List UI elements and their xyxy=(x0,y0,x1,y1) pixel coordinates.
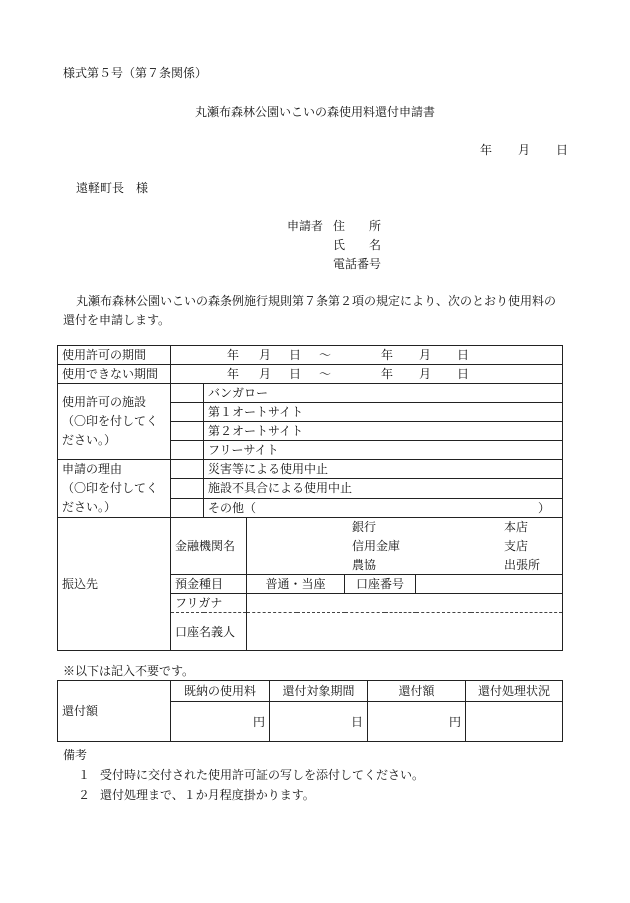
furigana-field[interactable] xyxy=(247,594,563,613)
page-title: 丸瀬布森林公園いこいの森使用料還付申請書 xyxy=(194,105,435,119)
applicant-label: 申請者 xyxy=(287,219,324,233)
period-field[interactable]: 年 月 日 ～ 年 月 日 xyxy=(171,346,563,365)
date-month-label: 月 xyxy=(518,143,531,157)
facility-free-site: フリーサイト xyxy=(204,441,563,460)
applicant-phone-label: 電話番号 xyxy=(333,257,382,271)
date-year-label: 年 xyxy=(480,143,493,157)
unusable-period-field[interactable]: 年 月 日 ～ 年 月 日 xyxy=(171,365,563,384)
intro-text-line2: 還付を申請します。 xyxy=(63,313,171,327)
applicant-name-label: 氏 名 xyxy=(333,238,382,252)
addressee: 遠軽町長 様 xyxy=(76,181,149,195)
facility-mark-bungalow[interactable] xyxy=(171,384,204,403)
remarks-title: 備考 xyxy=(63,748,88,762)
reason-mark-disaster[interactable] xyxy=(171,460,204,479)
not-required-note: ※以下は記入不要です。 xyxy=(63,664,195,678)
applicant-address-label: 住 所 xyxy=(333,219,382,233)
account-holder-label: 口座名義人 xyxy=(171,613,247,651)
refund-paid-fee-field: 円 xyxy=(171,702,270,742)
form-number: 様式第５号（第７条関係） xyxy=(63,66,208,80)
refund-header-paid-fee: 既納の使用料 xyxy=(171,681,270,702)
application-table xyxy=(57,345,563,651)
account-number-field[interactable] xyxy=(416,575,563,594)
transfer-label: 振込先 xyxy=(58,518,171,651)
facility-mark-free-site[interactable] xyxy=(171,441,204,460)
bank-type-row-2[interactable]: 信用金庫 支店 xyxy=(247,537,563,556)
reason-label: 申請の理由 （〇印を付してく ださい。） xyxy=(58,460,171,518)
refund-status-field xyxy=(466,702,563,742)
refund-header-status: 還付処理状況 xyxy=(466,681,563,702)
bank-type-row-3[interactable]: 農協 出張所 xyxy=(247,556,563,575)
refund-period-field: 日 xyxy=(270,702,368,742)
remark-text: 還付処理まで、１か月程度掛かります。 xyxy=(100,788,315,802)
refund-header-period: 還付対象期間 xyxy=(270,681,368,702)
remark-number: １ xyxy=(78,768,91,782)
remark-text: 受付時に交付された使用許可証の写しを添付してください。 xyxy=(100,768,425,782)
reason-mark-other[interactable] xyxy=(171,498,204,517)
refund-row-label: 還付額 xyxy=(58,681,171,742)
date-day-label: 日 xyxy=(556,143,569,157)
remark-number: ２ xyxy=(78,788,91,802)
facility-auto-site-2: 第２オートサイト xyxy=(204,422,563,441)
bank-name-label: 金融機関名 xyxy=(171,518,247,575)
facility-label: 使用許可の施設 （〇印を付してく ださい。） xyxy=(58,384,171,460)
reason-other-field[interactable]: その他（ ） xyxy=(204,498,563,517)
account-holder-field[interactable] xyxy=(247,613,563,651)
facility-mark-auto-site-2[interactable] xyxy=(171,422,204,441)
reason-disaster: 災害等による使用中止 xyxy=(204,460,563,479)
reason-mark-facility-defect[interactable] xyxy=(171,479,204,498)
refund-table xyxy=(57,680,563,742)
refund-header-amount: 還付額 xyxy=(368,681,466,702)
facility-auto-site-1: 第１オートサイト xyxy=(204,403,563,422)
furigana-label: フリガナ xyxy=(171,594,247,613)
facility-mark-auto-site-1[interactable] xyxy=(171,403,204,422)
deposit-type-label: 預金種目 xyxy=(171,575,247,594)
bank-type-row-1[interactable]: 銀行 本店 xyxy=(247,518,563,537)
reason-facility-defect: 施設不具合による使用中止 xyxy=(204,479,563,498)
intro-text-line1: 丸瀬布森林公園いこいの森条例施行規則第７条第２項の規定により、次のとおり使用料の xyxy=(76,294,557,308)
account-number-label: 口座番号 xyxy=(345,575,416,594)
unusable-period-label: 使用できない期間 xyxy=(58,365,171,384)
deposit-type-value[interactable]: 普通・当座 xyxy=(247,575,345,594)
facility-bungalow: バンガロー xyxy=(204,384,563,403)
period-label: 使用許可の期間 xyxy=(58,346,171,365)
refund-amount-field: 円 xyxy=(368,702,466,742)
